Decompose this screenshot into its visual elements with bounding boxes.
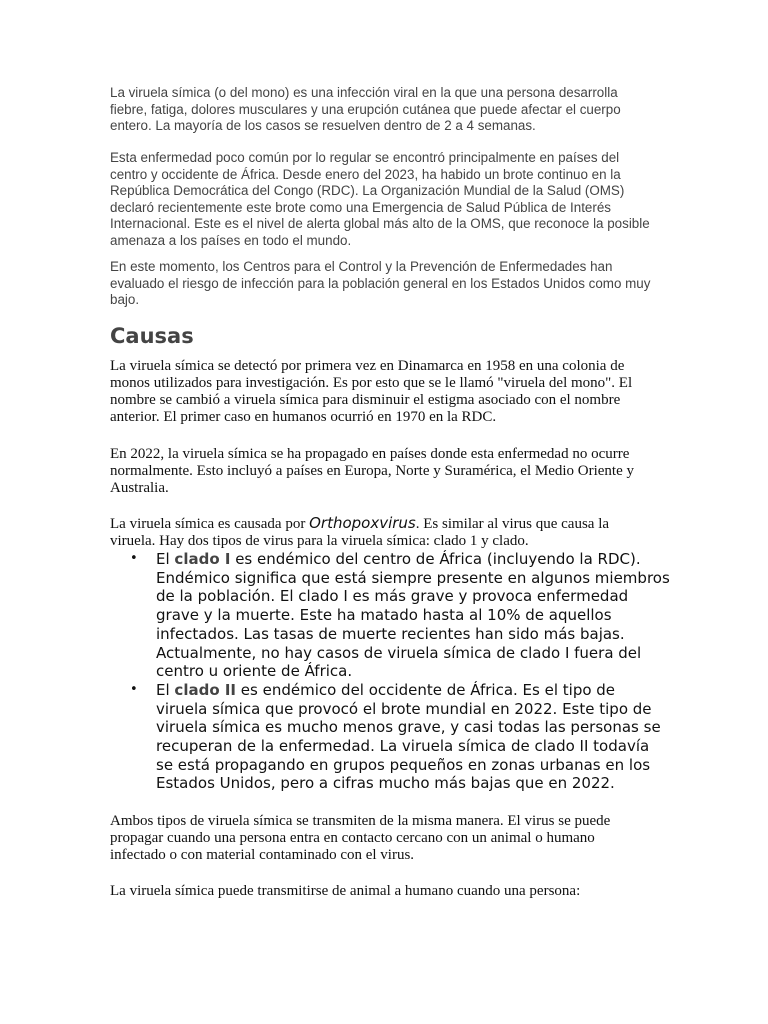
bullet-pre-text: El	[156, 550, 175, 568]
clade-bullet-list	[110, 550, 670, 793]
list-item-clado-1	[110, 550, 670, 681]
orthopoxvirus-term: Orthopoxvirus	[309, 514, 416, 532]
bullet-body-text: es endémico del occidente de África. Es el tipo de viruela símica que provocó el brote mundial en 2022. Este tipo de viruela símica es mucho menos grave, y casi todas las personas se recuperan de la enfermedad. La viruela símica de clado II todavía se está propagando en grupos pequeños en zonas urbanas en los Estados Unidos, pero a cifras mucho más bajas que en 2022.	[156, 680, 661, 793]
list-item-clado-2	[110, 681, 670, 793]
intro-paragraph-cdc-risk: En este momento, los Centros para el Control y la Prevención de Enfermedades han evaluado el riesgo de infección para la población general en los Estados Unidos como muy bajo.	[110, 259, 651, 307]
causas-paragraph-animal-to-human: La viruela símica puede transmitirse de animal a humano cuando una persona:	[110, 883, 581, 899]
causas-paragraph-orthopoxvirus	[110, 515, 655, 550]
causas-paragraph-history: La viruela símica se detectó por primera vez en Dinamarca en 1958 en una colonia de monos utilizados para investigación. Es por esto que se le llamó "viruela del mono". El nombre se cambió a viruela símica para disminuir el estigma asociado con el nombre anterior. El primer caso en humanos ocurrió en 1970 en la RDC.	[110, 358, 633, 425]
bullet-body-text: es endémico del centro de África (incluyendo la RDC). Endémico significa que está siempre presente en algunos miembros de la población. El clado I es más grave y provoca enfermedad grave y la muerte. Este ha matado hasta al 10% de aquellos infectados. Las tasas de muerte recientes han sido más bajas. Actualmente, no hay casos de viruela símica de clado I fuera del centro u oriente de África.	[156, 550, 670, 681]
clado-2-term: clado II	[174, 680, 237, 699]
section-heading-causas: Causas	[110, 324, 194, 348]
bullet-marker: •	[130, 681, 138, 697]
causas-paragraph-spread-2022: En 2022, la viruela símica se ha propagado en países donde esta enfermedad no ocurre normalmente. Esto incluyó a países en Europa, Norte y Suramérica, el Medio Oriente y Australia.	[110, 446, 635, 496]
causas-paragraph-transmission: Ambos tipos de viruela símica se transmiten de la misma manera. El virus se puede propagar cuando una persona entra en contacto cercano con un animal o humano infectado o con material contaminado con el virus.	[110, 813, 611, 863]
bullet-pre-text: El	[156, 680, 175, 699]
intro-paragraph-definition: La viruela símica (o del mono) es una infección viral en la que una persona desarrolla fiebre, fatiga, dolores musculares y una erupción cutánea que puede afectar el cuerpo entero. La mayoría de los casos se resuelven dentro de 2 a 4 semanas.	[110, 85, 621, 133]
orthopox-rest-text: . Es similar al virus que causa la viruela. Hay dos tipos de virus para la viruela símica: clado 1 y clado.	[110, 516, 610, 549]
orthopox-intro-text: La viruela símica es causada por	[110, 516, 310, 532]
bullet-marker: •	[130, 551, 138, 566]
intro-paragraph-outbreak: Esta enfermedad poco común por lo regular se encontró principalmente en países del centro y occidente de África. Desde enero del 2023, ha habido un brote continuo en la República Democrática del Congo (RDC). La Organización Mundial de la Salud (OMS) declaró recientemente este brote como una Emergencia de Salud Pública de Interés Internacional. Este es el nivel de alerta global más alto de la OMS, que reconoce la posible amenaza a los países en todo el mundo.	[110, 150, 650, 248]
clado-1-term: clado I	[174, 550, 231, 568]
